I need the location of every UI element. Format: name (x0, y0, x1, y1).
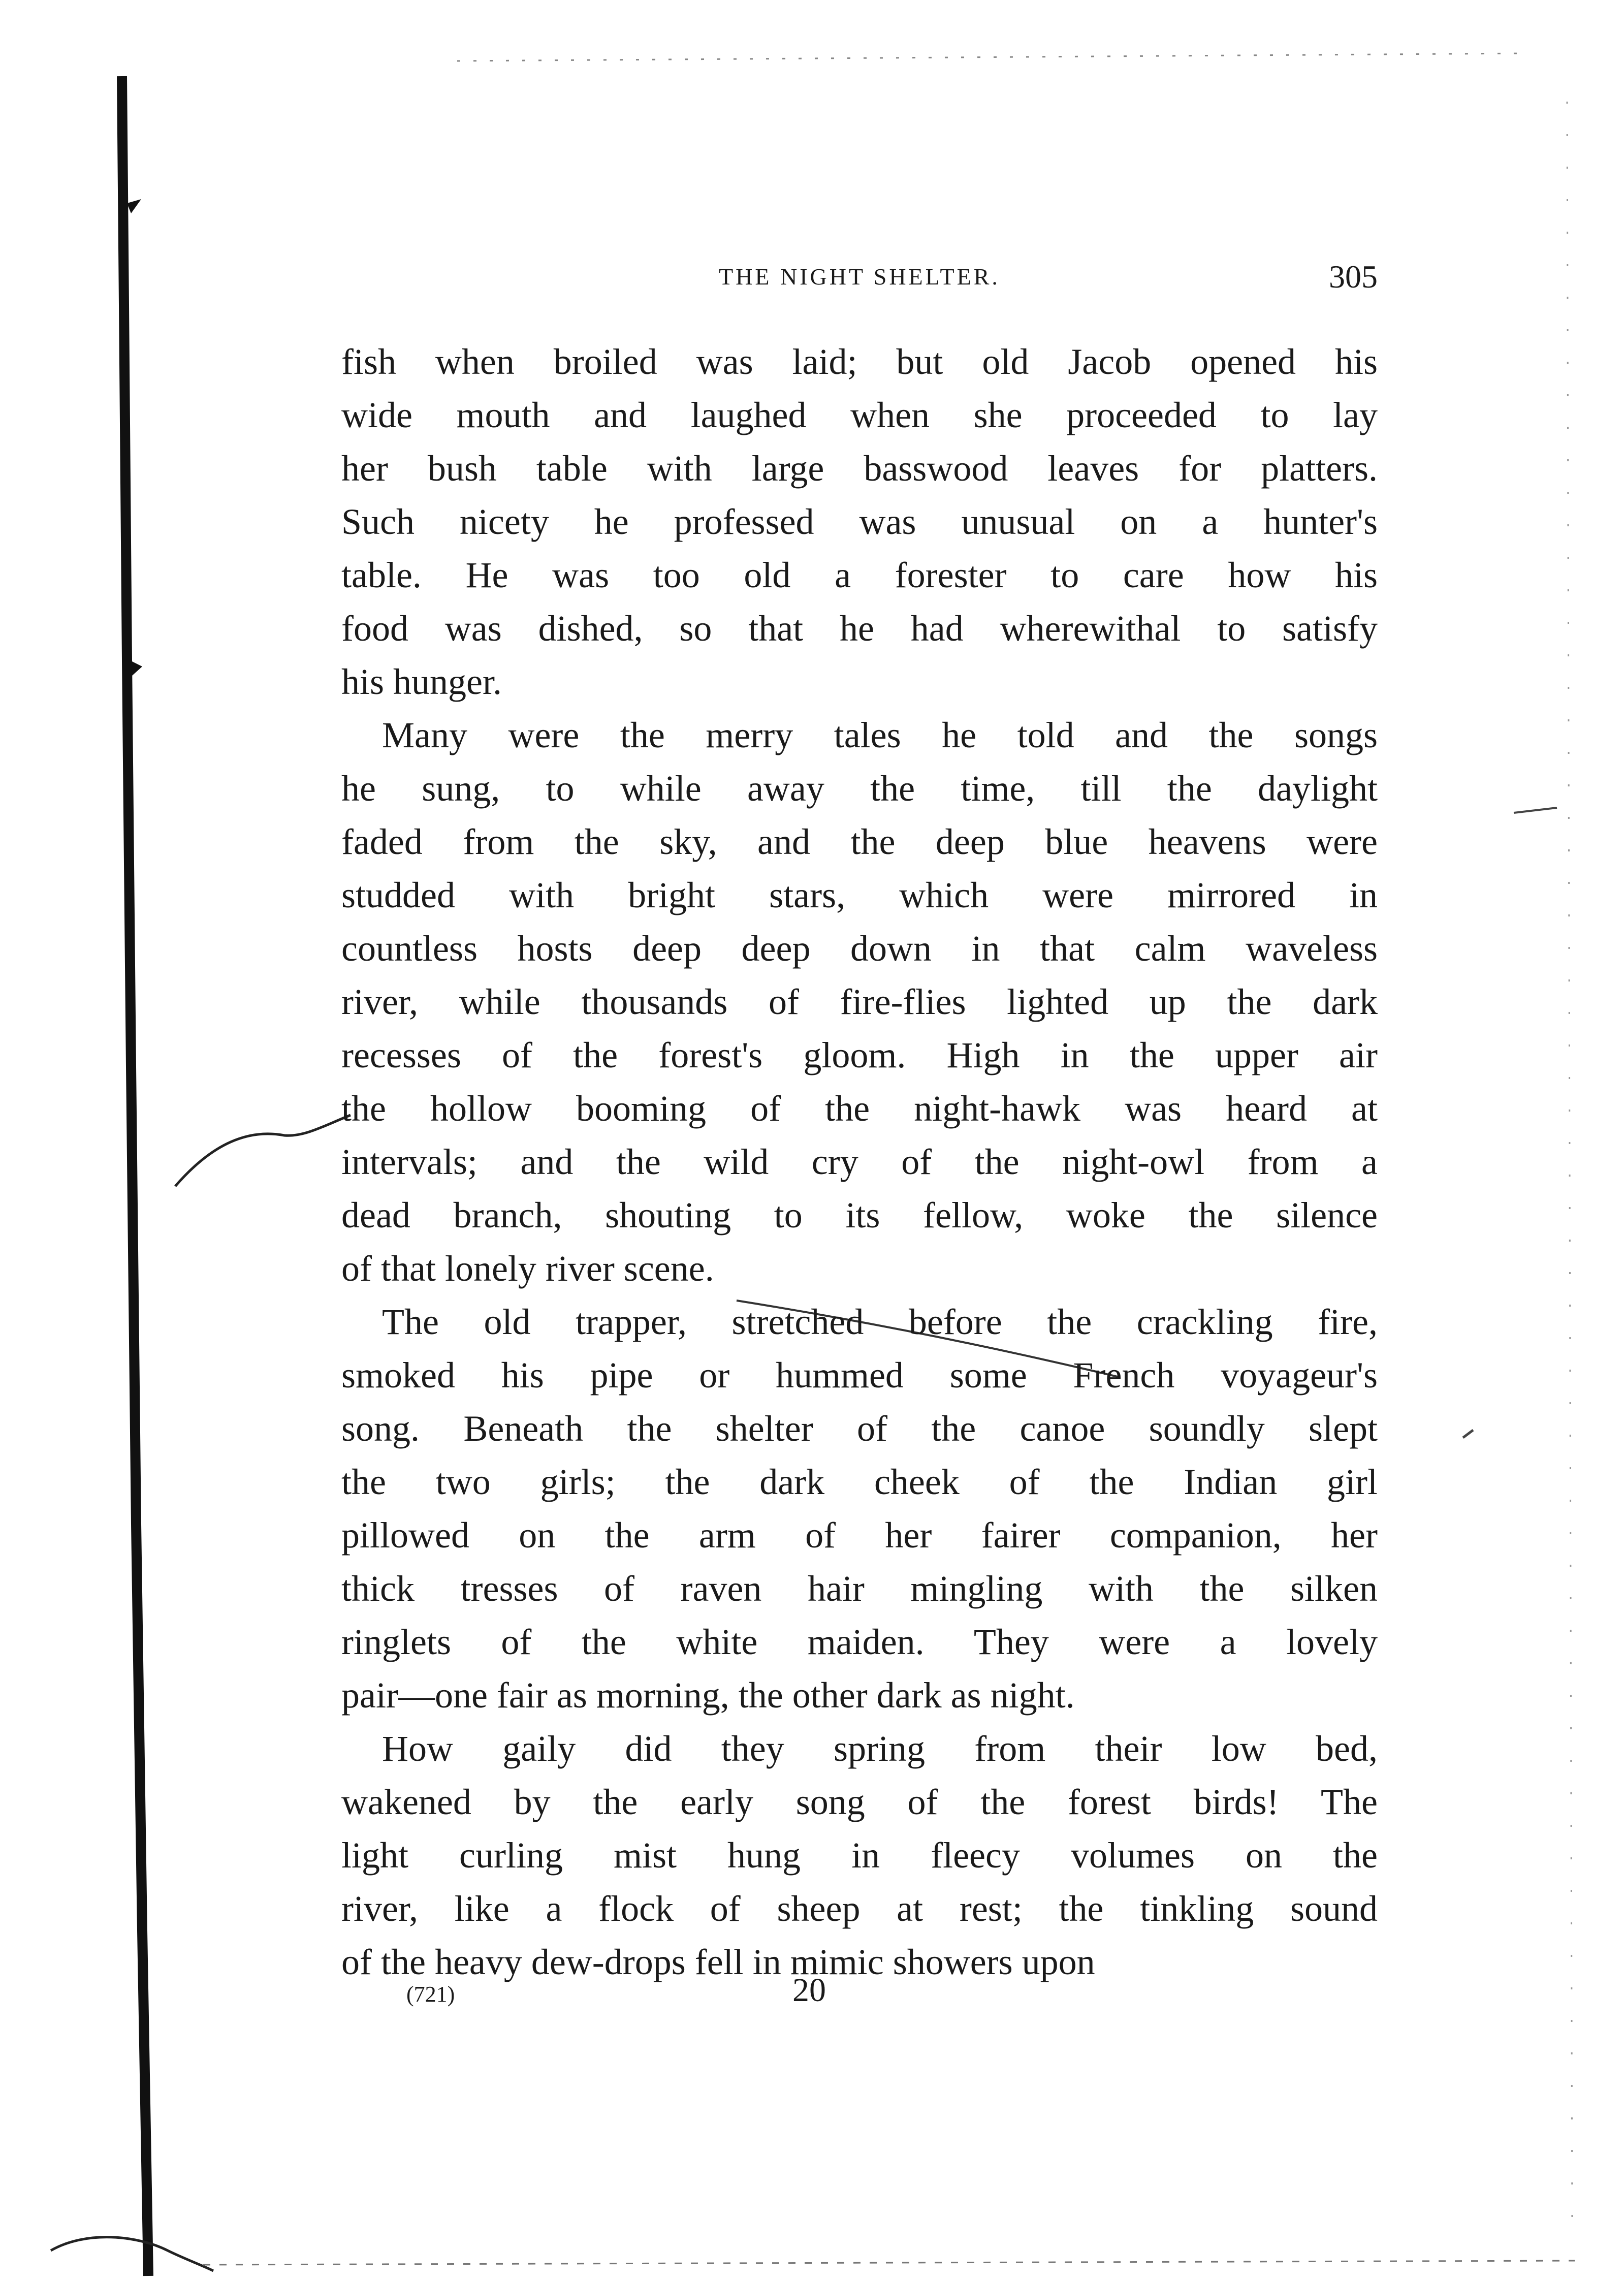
running-title: THE NIGHT SHELTER. (719, 264, 1000, 290)
text-line: river, like a flock of sheep at rest; the tinkling sound (341, 1888, 1378, 1929)
scan-edge-bottom (203, 2261, 1575, 2265)
text-line: intervals; and the wild cry of the night-owl from a (341, 1142, 1378, 1182)
binding-notch-mid (130, 660, 142, 676)
text-line: of the heavy dew-drops fell in mimic showers upon (341, 1942, 1095, 1982)
signature-mark: (721) (406, 1982, 455, 2007)
binding-notch-top (127, 199, 141, 213)
text-line: ringlets of the white maiden. They were a lovely (341, 1622, 1378, 1662)
paragraph (341, 1295, 1378, 1722)
text-line: fish when broiled was laid; but old Jacob opened his (341, 341, 1378, 382)
text-line: The old trapper, stretched before the crackling fire, (382, 1302, 1378, 1342)
text-line: the two girls; the dark cheek of the Indian girl (341, 1462, 1378, 1502)
text-line: countless hosts deep deep down in that calm waveless (341, 928, 1378, 969)
text-line: smoked his pipe or hummed some French voyageur's (341, 1355, 1378, 1396)
text-line: Such nicety he professed was unusual on a hunter's (341, 501, 1378, 542)
page-number: 305 (1329, 259, 1378, 295)
text-line: pillowed on the arm of her fairer companion, her (341, 1515, 1378, 1556)
text-line: pair—one fair as morning, the other dark as night. (341, 1675, 1075, 1716)
text-line: recesses of the forest's gloom. High in the upper air (341, 1035, 1378, 1075)
text-line: food was dished, so that he had wherewithal to satisfy (341, 608, 1378, 649)
scan-edge-top (457, 53, 1524, 61)
text-line: dead branch, shouting to its fellow, woke the silence (341, 1195, 1378, 1235)
text-line: How gaily did they spring from their low bed, (382, 1728, 1378, 1769)
text-line: faded from the sky, and the deep blue heavens were (341, 821, 1378, 862)
text-line: table. He was too old a forester to care how his (341, 555, 1378, 595)
text-line: his hunger. (341, 661, 502, 702)
text-line: studded with bright stars, which were mirrored in (341, 875, 1378, 915)
text-line: of that lonely river scene. (341, 1248, 714, 1289)
binding-edge-line (122, 76, 148, 2276)
text-line: Many were the merry tales he told and the songs (382, 715, 1378, 755)
text-line: he sung, to while away the time, till the daylight (341, 768, 1378, 809)
text-line: song. Beneath the shelter of the canoe soundly slept (341, 1408, 1378, 1449)
text-line: light curling mist hung in fleecy volumes on the (341, 1835, 1378, 1876)
text-line: wide mouth and laughed when she proceeded to lay (341, 395, 1378, 435)
paragraph (341, 709, 1378, 1295)
paragraph (341, 1722, 1378, 1989)
text-line: the hollow booming of the night-hawk was heard at (341, 1088, 1378, 1129)
pen-stroke-bottom (51, 2237, 213, 2271)
margin-tick-right (1514, 808, 1557, 813)
running-head (341, 254, 1378, 300)
margin-tick-right-2 (1463, 1430, 1473, 1438)
text-line: wakened by the early song of the forest birds! The (341, 1782, 1378, 1822)
text-line: thick tresses of raven hair mingling with the silken (341, 1568, 1378, 1609)
text-line: river, while thousands of fire-flies lighted up the dark (341, 981, 1378, 1022)
body-text (341, 335, 1378, 1989)
pen-stroke-margin (175, 1115, 351, 1186)
sheet-number: 20 (792, 1972, 826, 2009)
text-line: her bush table with large basswood leaves for platters. (341, 448, 1378, 489)
scan-edge-right (1567, 102, 1572, 2235)
paragraph (341, 335, 1378, 709)
